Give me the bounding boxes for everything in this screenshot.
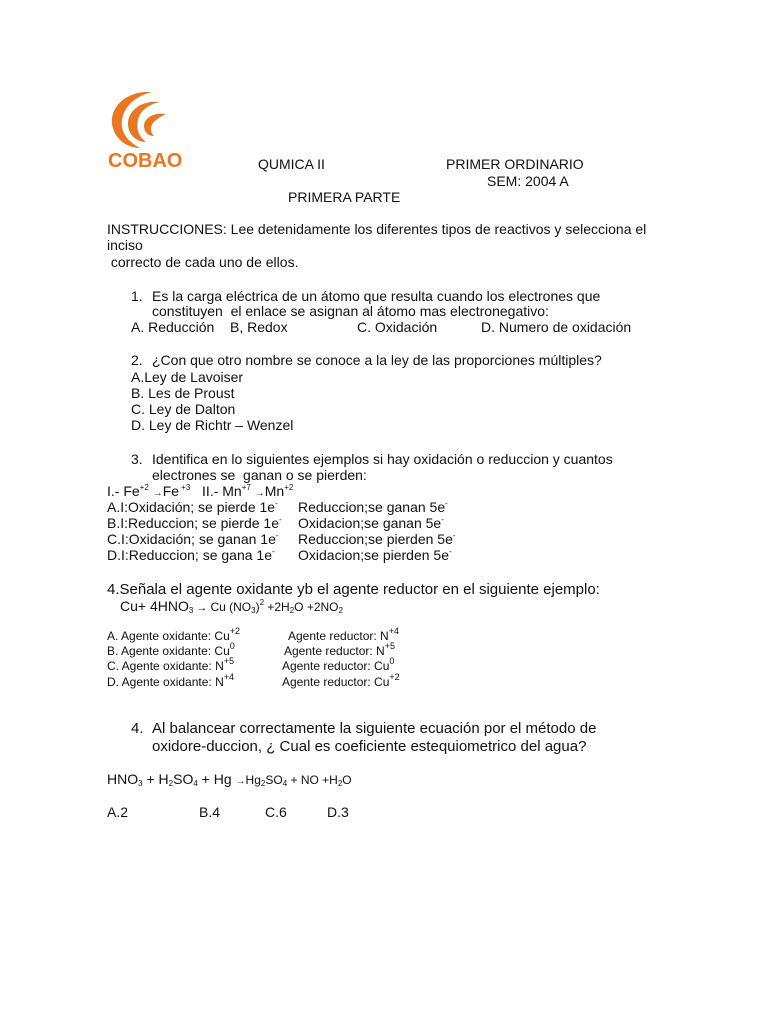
q4a-eq-sub-2: 2 <box>289 606 295 615</box>
q3-option-c-left-text: C.I:Oxidación; se ganan 1e <box>107 531 276 547</box>
q1-option-d: D. Numero de oxidación <box>481 319 632 335</box>
q4b-eq-sub-4: 4 <box>193 779 198 788</box>
q4a-option-b-left <box>107 641 235 658</box>
q4a-eq-arrow: → <box>193 602 211 614</box>
q3-example-ii-mid: Mn <box>264 483 285 499</box>
q2-option-d: D. Ley de Richtr – Wenzel <box>131 417 294 433</box>
q4b-eq-sub-2b: 2 <box>260 779 266 788</box>
q3-arrow-1: → <box>152 488 163 499</box>
q4a-option-d-right-charge: +2 <box>389 672 400 682</box>
q3-example-ii-label: II.- Mn <box>202 483 242 499</box>
q2-option-b: B. Les de Proust <box>131 385 235 401</box>
q1-number: 1. <box>131 288 143 304</box>
q3-example-i-charge-1: +2 <box>139 483 149 492</box>
q4b-option-c: C.6 <box>265 804 287 820</box>
q3-example-i-charge-2: +3 <box>179 483 191 492</box>
q2-number: 2. <box>131 352 143 368</box>
q3-option-d-right-minus: - <box>449 547 452 556</box>
q3-option-b-right <box>298 515 444 531</box>
q4a-eq-sub-3b: 3 <box>251 606 256 615</box>
instructions-line-1: INSTRUCCIONES: Lee detenidamente los diferentes tipos de reactivos y selecciona el <box>107 221 647 237</box>
q4a-eq-part-d: +2H <box>264 600 290 614</box>
q3-example-ii-charge-2: +2 <box>284 483 294 492</box>
q4a-option-a-left-charge: +2 <box>229 626 241 636</box>
q3-text-2: electrones se ganan o se pierden: <box>152 467 367 483</box>
q4b-text-1: Al balancear correctamente la siguiente ecuación por el método de <box>152 720 597 737</box>
cobao-logo-icon <box>108 88 172 150</box>
q4a-option-c-left-charge: +5 <box>223 656 235 666</box>
q1-text-1: Es la carga eléctrica de un átomo que resulta cuando los electrones que <box>152 288 601 304</box>
q4a-option-d-left <box>107 672 235 689</box>
q4b-option-a: A.2 <box>107 804 129 820</box>
q4a-eq-sub-2b: 2 <box>338 606 343 615</box>
q4b-eq-sub-4b: 4 <box>282 779 288 788</box>
q4a-option-c-left <box>107 656 235 673</box>
q4b-eq-part-8: O <box>342 773 352 787</box>
q4a-option-d-right-text: Agente reductor: Cu <box>282 675 390 689</box>
q3-option-a-left <box>107 499 278 515</box>
q1-option-c: C. Oxidación <box>357 319 438 335</box>
q1-text-2: constituyen el enlace se asignan al átomo mas electronegativo: <box>152 303 549 319</box>
part-title: PRIMERA PARTE <box>288 189 401 205</box>
q4a-option-a-right-text: Agente reductor: N <box>288 629 389 643</box>
q1-option-b: B, Redox <box>230 319 288 335</box>
q4a-option-d-left-charge: +4 <box>223 672 235 682</box>
q3-option-b-left <box>107 515 282 531</box>
q4a-eq-sub-3: 3 <box>188 606 194 615</box>
semester: SEM: 2004 A <box>487 173 569 189</box>
q2-text: ¿Con que otro nombre se conoce a la ley de las proporciones múltiples? <box>152 352 602 368</box>
q3-option-d-left-text: D.I:Reduccion; se gana 1e <box>107 547 272 563</box>
q4b-number: 4. <box>131 720 144 737</box>
exam-title: PRIMER ORDINARIO <box>446 156 584 172</box>
q4a-option-a-right-charge: +4 <box>388 626 399 636</box>
q3-example-i-mid: Fe <box>162 483 180 499</box>
q4a-eq-part-a: Cu+ 4HNO <box>120 598 189 614</box>
q4b-eq-arrow: → <box>235 776 246 787</box>
q3-option-c-left <box>107 531 279 547</box>
q4b-option-b: B.4 <box>199 804 221 820</box>
q3-option-a-left-minus: - <box>275 499 278 508</box>
q4b-eq-sub-3: 3 <box>138 779 143 788</box>
q4b-eq-part-2: + H <box>142 771 169 787</box>
cobao-logo <box>104 88 184 174</box>
q3-option-a-right <box>298 499 448 515</box>
subject-title: QUMICA II <box>258 156 325 172</box>
q3-example-i-label: I.- Fe <box>107 483 140 499</box>
q3-option-d-right-text: Oxidacion;se pierden 5e <box>298 547 449 563</box>
q3-option-c-right-minus: - <box>452 531 456 540</box>
q4b-eq-part-6: SO <box>265 773 283 787</box>
q4b-eq-part-4: + Hg <box>197 771 236 787</box>
q3-option-a-left-text: A.I:Oxidación; se pierde 1e <box>107 499 276 515</box>
q2-option-c: C. Ley de Dalton <box>131 401 236 417</box>
q4a-option-b-right <box>284 641 395 658</box>
instructions-line-2: inciso <box>107 237 143 253</box>
q4b-eq-part-1: HNO <box>107 771 139 787</box>
logo-text: COBAO <box>108 150 183 172</box>
q4a-option-b-left-charge: 0 <box>229 641 235 651</box>
q3-number: 3. <box>131 451 143 467</box>
q3-option-c-right <box>298 531 456 547</box>
q4b-equation <box>107 771 352 790</box>
q4a-eq-part-e: O +2NO <box>294 600 339 614</box>
q4a-option-c-right-charge: 0 <box>389 656 395 666</box>
instructions-line-3: correcto de cada uno de ellos. <box>107 254 299 270</box>
q3-text-1: Identifica en lo siguientes ejemplos si hay oxidación o reduccion y cuantos <box>152 451 613 467</box>
q4a-option-a-right <box>288 626 399 643</box>
q4b-eq-sub-2: 2 <box>168 779 174 788</box>
q3-option-b-left-text: B.I:Reduccion; se pierde 1e <box>107 515 279 531</box>
q4b-eq-part-3: SO <box>173 771 194 787</box>
q4b-text-2: oxidore-duccion, ¿ Cual es coeficiente estequiometrico del agua? <box>152 738 587 755</box>
q3-option-b-right-minus: - <box>441 515 444 524</box>
q4a-eq-sup-2: 2 <box>259 598 265 607</box>
q4b-eq-sub-2c: 2 <box>337 779 343 788</box>
q3-option-b-right-text: Oxidacion;se ganan 5e <box>298 515 442 531</box>
q3-option-a-right-text: Reduccion;se ganan 5e <box>298 499 446 515</box>
q4a-option-c-left-text: C. Agente oxidante: N <box>107 659 224 673</box>
q4a-eq-part-c: ) <box>255 600 260 614</box>
q4b-eq-part-7: + NO +H <box>287 773 338 787</box>
q4a-option-c-right <box>282 656 395 673</box>
q1-option-a: A. Reducción <box>131 319 215 335</box>
q3-example-ii-charge-1: +7 <box>241 483 251 492</box>
q3-option-b-left-minus: - <box>279 515 282 524</box>
q4a-option-d-right <box>282 672 400 689</box>
q3-option-d-left <box>107 547 275 563</box>
q4a-option-c-right-text: Agente reductor: Cu <box>282 659 390 673</box>
q4a-eq-part-b: Cu (NO <box>210 600 252 614</box>
q3-arrow-2: → <box>254 488 265 499</box>
q4a-option-b-right-charge: +5 <box>384 641 395 651</box>
q3-option-a-right-minus: - <box>445 499 448 508</box>
q4a-option-a-left-text: A. Agente oxidante: Cu <box>107 629 230 643</box>
q4a-option-a-left <box>107 626 241 643</box>
q4a-equation <box>120 598 343 616</box>
q2-option-a: A.Ley de Lavoiser <box>131 369 244 385</box>
q4b-option-d: D.3 <box>327 804 349 820</box>
q3-option-c-left-minus: - <box>275 531 279 540</box>
q4a-option-d-left-text: D. Agente oxidante: N <box>107 675 224 689</box>
q4a-title: 4.Señala el agente oxidante yb el agente reductor en el siguiente ejemplo: <box>107 581 600 598</box>
q3-option-d-right <box>298 547 452 563</box>
q4b-eq-part-5: Hg <box>245 773 261 787</box>
q4a-option-b-left-text: B. Agente oxidante: Cu <box>107 644 230 658</box>
q3-option-d-left-minus: - <box>272 547 275 556</box>
q4a-option-b-right-text: Agente reductor: N <box>284 644 385 658</box>
q3-option-c-right-text: Reduccion;se pierden 5e <box>298 531 453 547</box>
